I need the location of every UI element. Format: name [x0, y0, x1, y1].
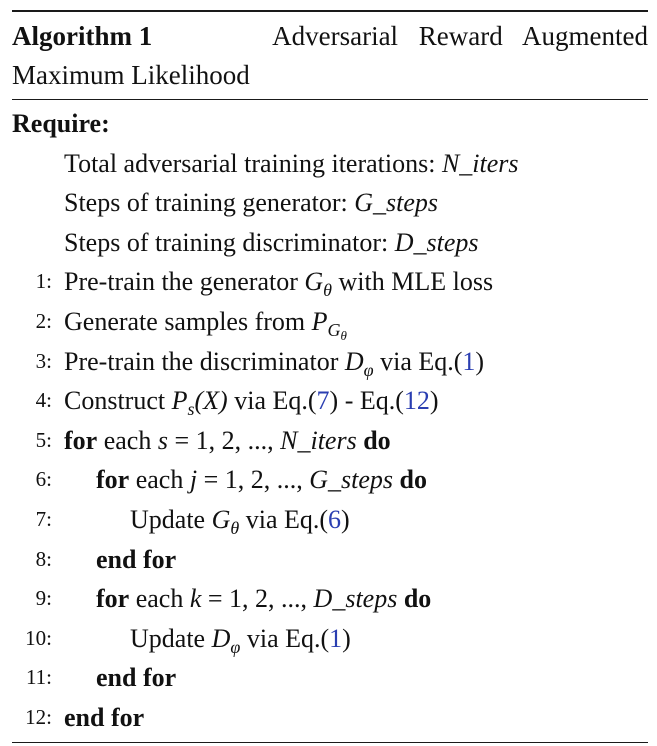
step-text: via Eq.( — [373, 346, 463, 376]
step-text: Update — [130, 504, 212, 534]
requirement-var: N_iters — [441, 148, 519, 178]
line-number: 8: — [35, 546, 52, 571]
requirement-text: Steps of training discriminator: — [64, 227, 395, 257]
step-text: with MLE loss — [332, 267, 494, 297]
step-text: ) — [475, 346, 485, 376]
math-subscript: θ — [323, 280, 333, 301]
math-argument: (X) — [194, 386, 228, 416]
math-subscript: Gθ — [327, 319, 347, 343]
bottom-rule — [12, 742, 648, 743]
step-text: each — [97, 425, 158, 455]
math-subscript: s — [187, 399, 195, 420]
algorithm-title-line1: Adversarial Reward Augmented — [272, 21, 648, 51]
step-text: Construct — [64, 386, 172, 416]
step-text: ) — [429, 386, 439, 416]
line-number: 3: — [35, 348, 52, 373]
loop-range: = 1, 2, ..., — [197, 465, 310, 495]
loop-range: = 1, 2, ..., — [167, 425, 281, 455]
equation-ref-link[interactable]: 1 — [329, 623, 343, 653]
keyword-for: for — [64, 425, 98, 455]
line-number: 2: — [35, 308, 52, 333]
math-subscript: θ — [230, 517, 240, 538]
requirement-line — [12, 223, 648, 263]
loop-limit: D_steps — [313, 584, 398, 614]
step-text: via Eq.( — [239, 504, 329, 534]
equation-ref-link[interactable]: 12 — [403, 386, 430, 416]
line-number: 4: — [35, 388, 52, 413]
step-line — [12, 658, 648, 698]
step-line — [12, 460, 648, 500]
requirement-line — [12, 183, 648, 223]
requirement-text: Steps of training generator: — [64, 188, 355, 218]
line-number: 10: — [25, 625, 52, 650]
step-text: each — [129, 584, 190, 614]
step-line — [12, 342, 648, 382]
keyword-do: do — [403, 584, 432, 614]
math-symbol: D — [211, 623, 231, 653]
math-symbol: G — [304, 267, 324, 297]
math-symbol: D — [344, 346, 364, 376]
line-number: 1: — [35, 269, 52, 294]
step-text: ) — [341, 504, 350, 534]
line-number: 11: — [25, 665, 52, 690]
math-subscript: φ — [230, 636, 241, 657]
algorithm-title-line2: Maximum Likelihood — [12, 60, 250, 90]
line-number: 6: — [35, 467, 52, 492]
keyword-end-for: end for — [96, 544, 177, 574]
equation-ref-link[interactable]: 1 — [462, 346, 476, 376]
keyword-end-for: end for — [64, 702, 145, 732]
line-number: 9: — [35, 586, 52, 611]
keyword-do: do — [399, 465, 427, 495]
requirement-text: Total adversarial training iterations: — [64, 148, 442, 178]
algorithm-body — [12, 100, 648, 738]
step-line — [12, 262, 648, 302]
math-subscript: φ — [363, 359, 374, 380]
step-line — [12, 421, 648, 461]
algorithm-caption — [12, 12, 648, 99]
algorithm-box — [12, 10, 648, 743]
step-text: ) - Eq.( — [329, 386, 404, 416]
require-label: Require: — [12, 109, 110, 138]
step-line — [12, 381, 648, 421]
step-text: via Eq.( — [240, 623, 330, 653]
math-symbol: G — [211, 504, 231, 534]
loop-variable: k — [189, 584, 202, 614]
requirement-var: D_steps — [394, 227, 479, 257]
loop-limit: N_iters — [280, 425, 357, 455]
step-line — [12, 540, 648, 580]
step-text: each — [129, 465, 190, 495]
requirement-var: G_steps — [354, 188, 439, 218]
step-line — [12, 302, 648, 342]
step-text: Generate samples from — [64, 306, 312, 336]
step-text: Pre-train the generator — [64, 267, 305, 297]
keyword-for: for — [96, 465, 130, 495]
step-text: via Eq.( — [227, 386, 317, 416]
line-number: 12: — [25, 704, 52, 729]
line-number: 5: — [35, 427, 52, 452]
keyword-for: for — [96, 584, 130, 614]
algorithm-label: Algorithm 1 — [12, 21, 153, 51]
keyword-do: do — [363, 425, 391, 455]
step-text: ) — [342, 623, 351, 653]
step-line — [12, 698, 648, 738]
equation-ref-link[interactable]: 7 — [316, 386, 330, 416]
loop-variable: j — [189, 465, 198, 495]
equation-ref-link[interactable]: 6 — [328, 504, 342, 534]
step-line — [12, 500, 648, 540]
loop-range: = 1, 2, ..., — [201, 584, 314, 614]
loop-variable: s — [157, 425, 168, 455]
step-line — [12, 579, 648, 619]
requirement-line — [12, 144, 648, 184]
step-text: Update — [130, 623, 212, 653]
math-subsubscript: θ — [340, 327, 347, 343]
loop-limit: G_steps — [309, 465, 394, 495]
step-line — [12, 619, 648, 659]
step-text: Pre-train the discriminator — [64, 346, 345, 376]
math-symbol: P — [311, 306, 328, 336]
keyword-end-for: end for — [96, 663, 177, 693]
math-symbol: P — [171, 386, 188, 416]
line-number: 7: — [35, 506, 52, 531]
